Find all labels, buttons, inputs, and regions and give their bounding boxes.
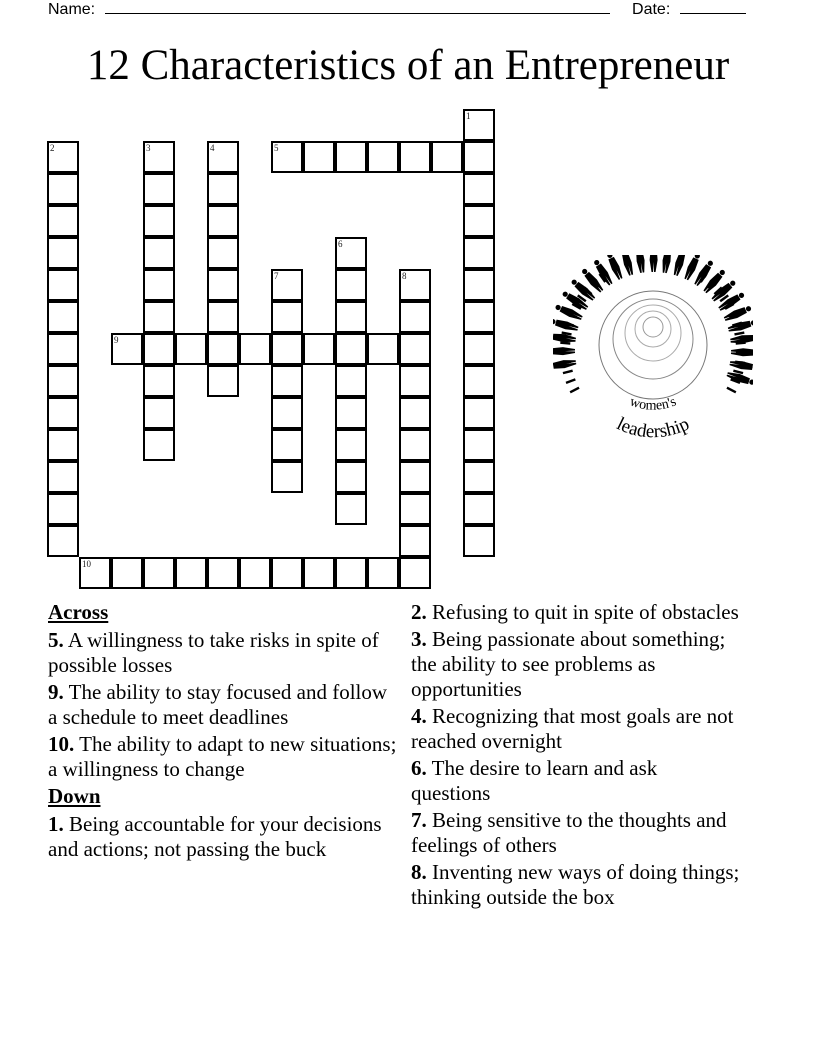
crossword-cell[interactable] bbox=[335, 141, 367, 173]
svg-text:leadership: leadership bbox=[613, 413, 693, 443]
womens-leadership-icon bbox=[553, 255, 753, 450]
crossword-cell[interactable] bbox=[463, 269, 495, 301]
crossword-cell[interactable] bbox=[271, 397, 303, 429]
crossword-cell[interactable] bbox=[463, 173, 495, 205]
crossword-cell[interactable] bbox=[143, 205, 175, 237]
crossword-cell[interactable] bbox=[399, 141, 431, 173]
womens-leadership-logo bbox=[553, 255, 753, 450]
date-label: Date: bbox=[632, 1, 671, 18]
crossword-cell[interactable] bbox=[175, 333, 207, 365]
crossword-cell[interactable] bbox=[175, 557, 207, 589]
crossword-cell[interactable] bbox=[399, 525, 431, 557]
crossword-cell[interactable] bbox=[47, 269, 79, 301]
crossword-cell[interactable] bbox=[463, 397, 495, 429]
crossword-cell[interactable] bbox=[367, 141, 399, 173]
crossword-cell[interactable] bbox=[143, 301, 175, 333]
clue-across-5: 5. A willingness to take risks in spite of possible losses bbox=[48, 628, 379, 677]
clue-down-4: 4. Recognizing that most goals are not reached overnight bbox=[411, 704, 734, 753]
clue-down-1: 1. Being accountable for your decisions and actions; not passing the buck bbox=[48, 812, 382, 861]
crossword-cell[interactable] bbox=[463, 461, 495, 493]
crossword-cell[interactable] bbox=[335, 557, 367, 589]
date-field[interactable] bbox=[680, 0, 746, 14]
crossword-cell[interactable] bbox=[463, 365, 495, 397]
clue-number: 10 bbox=[82, 559, 91, 569]
crossword-cell[interactable] bbox=[239, 557, 271, 589]
crossword-cell[interactable] bbox=[303, 141, 335, 173]
crossword-cell[interactable] bbox=[47, 493, 79, 525]
crossword-cell[interactable] bbox=[271, 557, 303, 589]
crossword-cell[interactable] bbox=[143, 141, 175, 173]
crossword-cell[interactable] bbox=[335, 333, 367, 365]
crossword-cell[interactable] bbox=[207, 301, 239, 333]
worksheet-header bbox=[48, 0, 748, 20]
clue-number: 3 bbox=[146, 143, 151, 153]
crossword-cell[interactable] bbox=[47, 237, 79, 269]
crossword-cell[interactable] bbox=[239, 333, 271, 365]
crossword-cell[interactable] bbox=[143, 557, 175, 589]
crossword-cell[interactable] bbox=[399, 429, 431, 461]
clue-number: 7 bbox=[274, 271, 279, 281]
crossword-cell[interactable] bbox=[271, 333, 303, 365]
across-heading: Across bbox=[48, 600, 109, 624]
crossword-cell[interactable] bbox=[335, 237, 367, 269]
crossword-cell[interactable] bbox=[335, 397, 367, 429]
crossword-cell[interactable] bbox=[335, 365, 367, 397]
crossword-cell[interactable] bbox=[335, 461, 367, 493]
crossword-cell[interactable] bbox=[463, 205, 495, 237]
crossword-cell[interactable] bbox=[335, 429, 367, 461]
clue-number: 1 bbox=[466, 111, 471, 121]
crossword-cell[interactable] bbox=[463, 141, 495, 173]
crossword-cell[interactable] bbox=[143, 269, 175, 301]
crossword-cell[interactable] bbox=[143, 429, 175, 461]
crossword-cell[interactable] bbox=[143, 237, 175, 269]
crossword-cell[interactable] bbox=[335, 301, 367, 333]
crossword-cell[interactable] bbox=[47, 173, 79, 205]
crossword-cell[interactable] bbox=[463, 333, 495, 365]
crossword-cell[interactable] bbox=[207, 269, 239, 301]
clue-number: 4 bbox=[210, 143, 215, 153]
crossword-cell[interactable] bbox=[271, 461, 303, 493]
crossword-cell[interactable] bbox=[271, 141, 303, 173]
crossword-cell[interactable] bbox=[207, 173, 239, 205]
crossword-cell[interactable] bbox=[463, 429, 495, 461]
crossword-cell[interactable] bbox=[47, 525, 79, 557]
crossword-cell[interactable] bbox=[399, 269, 431, 301]
clue-down-7: 7. Being sensitive to the thoughts and feelings of others bbox=[411, 808, 727, 857]
crossword-cell[interactable] bbox=[207, 557, 239, 589]
crossword-cell[interactable] bbox=[303, 557, 335, 589]
name-field[interactable] bbox=[105, 0, 610, 14]
crossword-cell[interactable] bbox=[431, 141, 463, 173]
crossword-cell[interactable] bbox=[367, 333, 399, 365]
crossword-cell[interactable] bbox=[143, 173, 175, 205]
clue-across-10: 10. The ability to adapt to new situations; a willingness to change bbox=[48, 732, 397, 781]
crossword-cell[interactable] bbox=[111, 333, 143, 365]
crossword-cell[interactable] bbox=[335, 269, 367, 301]
crossword-cell[interactable] bbox=[399, 397, 431, 429]
crossword-cell[interactable] bbox=[47, 461, 79, 493]
clue-number: 2 bbox=[50, 143, 55, 153]
crossword-cell[interactable] bbox=[207, 237, 239, 269]
clue-down-6: 6. The desire to learn and ask questions bbox=[411, 756, 658, 805]
crossword-cell[interactable] bbox=[271, 365, 303, 397]
crossword-grid bbox=[48, 110, 496, 590]
page-title: 12 Characteristics of an Entrepreneur bbox=[86, 42, 730, 89]
crossword-cell[interactable] bbox=[367, 557, 399, 589]
crossword-cell[interactable] bbox=[207, 333, 239, 365]
crossword-cell[interactable] bbox=[463, 493, 495, 525]
crossword-cell[interactable] bbox=[47, 397, 79, 429]
clue-number: 8 bbox=[402, 271, 407, 281]
name-label: Name: bbox=[48, 1, 96, 18]
crossword-cell[interactable] bbox=[463, 301, 495, 333]
svg-text:women's: women's bbox=[627, 394, 679, 414]
crossword-cell[interactable] bbox=[47, 205, 79, 237]
crossword-cell[interactable] bbox=[47, 301, 79, 333]
clue-down-3: 3. Being passionate about something; the ability to see problems as opportunities bbox=[411, 627, 726, 701]
crossword-cell[interactable] bbox=[47, 365, 79, 397]
crossword-cell[interactable] bbox=[399, 493, 431, 525]
crossword-cell[interactable] bbox=[47, 141, 79, 173]
clues-right-column bbox=[411, 600, 741, 912]
crossword-cell[interactable] bbox=[463, 525, 495, 557]
crossword-cell[interactable] bbox=[207, 365, 239, 397]
crossword-cell[interactable] bbox=[143, 397, 175, 429]
crossword-cell[interactable] bbox=[399, 557, 431, 589]
crossword-cell[interactable] bbox=[303, 333, 335, 365]
crossword-cell[interactable] bbox=[399, 301, 431, 333]
crossword-cell[interactable] bbox=[271, 429, 303, 461]
crossword-cell[interactable] bbox=[111, 557, 143, 589]
clue-number: 5 bbox=[274, 143, 279, 153]
clue-number: 9 bbox=[114, 335, 119, 345]
crossword-cell[interactable] bbox=[399, 461, 431, 493]
clue-down-2: 2. Refusing to quit in spite of obstacles bbox=[411, 600, 739, 624]
crossword-cell[interactable] bbox=[463, 109, 495, 141]
crossword-cell[interactable] bbox=[335, 493, 367, 525]
clues-left-column bbox=[48, 600, 398, 864]
clue-down-8: 8. Inventing new ways of doing things; thinking outside the box bbox=[411, 860, 740, 909]
clue-across-9: 9. The ability to stay focused and follow a schedule to meet deadlines bbox=[48, 680, 388, 729]
crossword-cell[interactable] bbox=[47, 333, 79, 365]
crossword-cell[interactable] bbox=[271, 301, 303, 333]
crossword-cell[interactable] bbox=[207, 205, 239, 237]
clue-number: 6 bbox=[338, 239, 343, 249]
crossword-cell[interactable] bbox=[79, 557, 111, 589]
crossword-cell[interactable] bbox=[47, 429, 79, 461]
crossword-cell[interactable] bbox=[399, 333, 431, 365]
crossword-cell[interactable] bbox=[143, 365, 175, 397]
crossword-cell[interactable] bbox=[271, 269, 303, 301]
crossword-cell[interactable] bbox=[399, 365, 431, 397]
crossword-cell[interactable] bbox=[207, 141, 239, 173]
down-heading: Down bbox=[48, 784, 101, 808]
crossword-cell[interactable] bbox=[143, 333, 175, 365]
crossword-cell[interactable] bbox=[463, 237, 495, 269]
